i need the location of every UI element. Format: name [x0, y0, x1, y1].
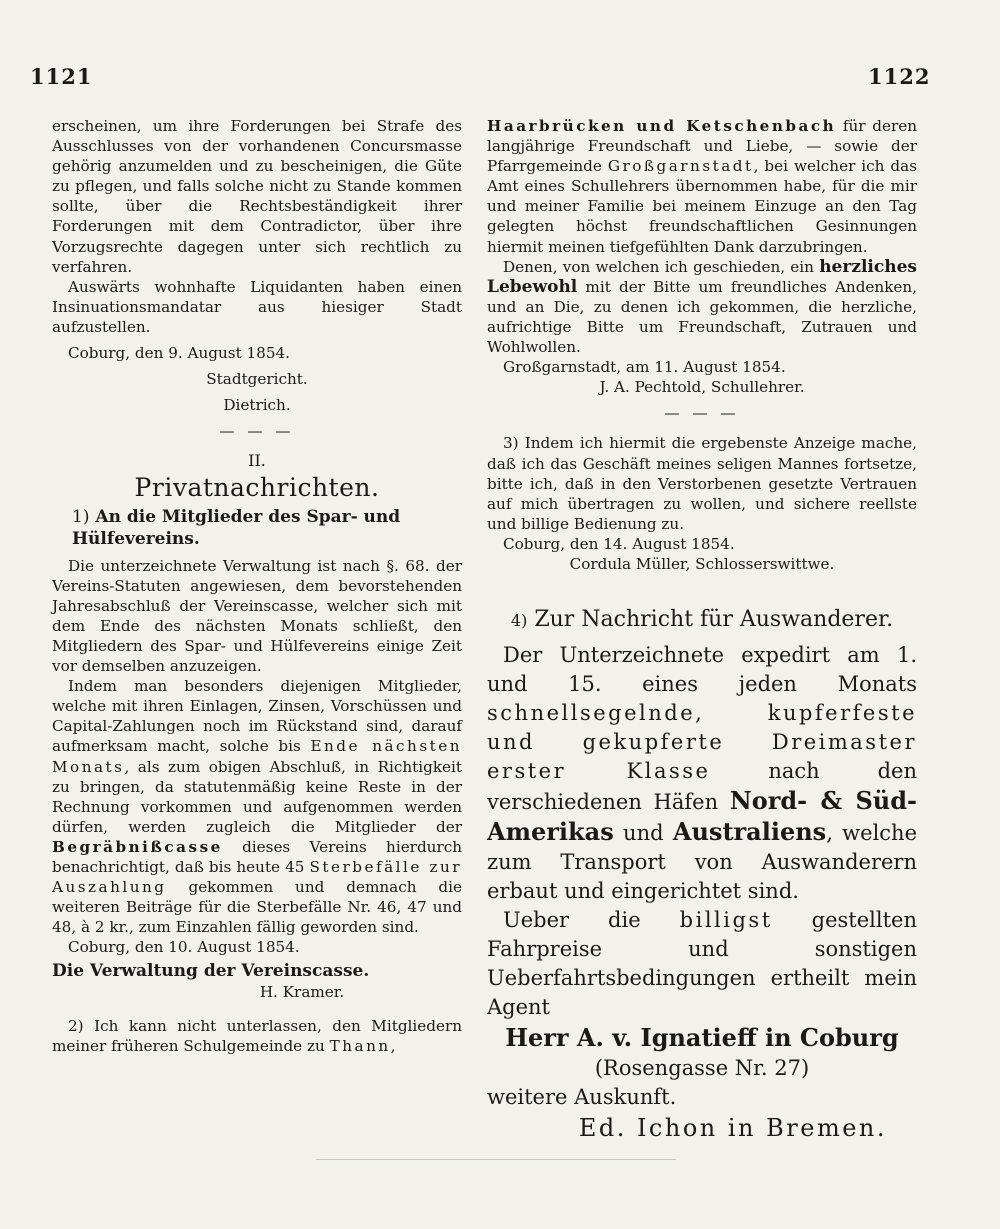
- text-run: , bei welcher ich das Amt eines Schullehrers übernommen habe, für die mir und meiner Familie bei meinem Einzuge an den Tag gelegten höchst freundschaftlichen Gesinnungen hiermit meinen tiefgefühlten Dank darzubringen.: [487, 157, 917, 256]
- closing-text: weitere Auskunft.: [487, 1085, 677, 1110]
- section-title: Privatnachrichten.: [134, 472, 380, 502]
- text-run: Der Unterzeichnete expedirt am 1. und 15. eines jeden Monats: [487, 643, 917, 697]
- paragraph: [487, 906, 917, 1022]
- paragraph: 3) Indem ich hiermit die ergebenste Anzeige mache, daß ich das Geschäft meines seligen Mannes fortsetze, bitte ich, daß in den Verstorbenen gesetzte Vertrauen auf mich übertragen zu wollen, und sichere reellste und billige Bedienung zu.: [487, 434, 917, 533]
- paragraph: Die unterzeichnete Verwaltung ist nach §. 68. der Vereins-Statuten angewiesen, dem bevorstehenden Jahresabschluß der Vereinscasse, welcher sich mit dem Ende des nächsten Monats schließt, den Mitgliedern des Spar- und Hülfevereins einige Zeit vor demselben anzuzeigen.: [52, 556, 462, 676]
- spaced-text: Sterbefälle zur Auszahlung: [52, 858, 462, 897]
- text-run: gestellten Fahrpreise und sonstigen Ueberfahrtsbedingungen ertheilt mein Agent: [487, 908, 917, 1020]
- notice-title: [72, 506, 462, 550]
- page-number-left: 1121: [30, 64, 93, 89]
- separator: — — —: [219, 422, 295, 441]
- notice-title-text: Zur Nachricht für Auswanderer.: [534, 607, 894, 633]
- text-run: 2) Ich kann nicht unterlassen, den Mitgliedern meiner früheren Schulgemeinde zu: [52, 1016, 462, 1055]
- paragraph: [487, 116, 917, 257]
- notice-title-text: An die Mitglieder des Spar- und Hülfevereins.: [72, 506, 401, 549]
- bottom-rule: [316, 1159, 676, 1160]
- notice-title: [487, 607, 917, 633]
- dateline: Coburg, den 9. August 1854.: [68, 344, 290, 363]
- section-number: II.: [248, 451, 266, 471]
- paragraph: [52, 1016, 462, 1056]
- issuer: Stadtgericht.: [206, 370, 308, 389]
- notice-number: 4): [510, 611, 528, 631]
- text-run: gekommen und demnach die weiteren Beiträge für die Sterbefälle Nr. 46, 47 und 48, à 2 kr., zum Einzahlen fällig geworden sind.: [52, 878, 462, 937]
- signature: Die Verwaltung der Vereinscasse.: [52, 961, 370, 982]
- signature: H. Kramer.: [259, 982, 345, 1001]
- separator: — — —: [664, 404, 740, 423]
- paragraph: [487, 257, 917, 357]
- dateline: Coburg, den 10. August 1854.: [68, 938, 300, 957]
- spaced-text: billigst: [679, 908, 773, 933]
- spaced-text: Großgarnstadt: [607, 157, 754, 176]
- agent-name: Herr A. v. Ignatieff in Coburg: [505, 1023, 899, 1053]
- text-run: mit der Bitte um freundliches Andenken, und an Die, zu denen ich gekommen, die herzliche, aufrichtige Bitte um Freundschaft, Zutrauen und Wohlwollen.: [487, 277, 917, 357]
- signature: J. A. Pechtold, Schullehrer.: [599, 378, 805, 397]
- page-number-right: 1122: [868, 64, 931, 89]
- signature: Dietrich.: [223, 396, 291, 415]
- bold-text: herzliches Lebewohl: [487, 256, 917, 297]
- dateline: Coburg, den 14. August 1854.: [503, 534, 735, 553]
- text-run: , als zum obigen Abschluß, in Richtigkeit zu bringen, da statutenmäßig keine Reste in der Rechnung vorkommen und aufgenommen werden dürfen, werden zugleich die Mitglieder der: [52, 757, 462, 836]
- text-run: Ueber die: [503, 908, 680, 933]
- text-run: nach den verschiedenen Häfen: [487, 759, 918, 815]
- dateline: Großgarnstadt, am 11. August 1854.: [503, 358, 786, 377]
- text-run: Indem man besonders diejenigen Mitglieder, welche mit ihren Einlagen, Zinsen, Vorschüssen und Capital-Zahlungen noch im Rückstand sind, darauf aufmerksam macht, solche bis: [52, 677, 462, 756]
- agent-address: (Rosengasse Nr. 27): [594, 1056, 810, 1081]
- text-run: , welche zum Transport von Auswanderern erbaut und eingerichtet sind.: [487, 821, 918, 904]
- left-column: [52, 116, 462, 1056]
- signature: Cordula Müller, Schlosserswittwe.: [569, 554, 835, 573]
- spaced-text: Thann,: [329, 1036, 398, 1055]
- text-run: für deren langjährige Freundschaft und Liebe, — sowie der Pfarrgemeinde: [487, 117, 917, 176]
- notice-number: 1): [72, 506, 90, 527]
- spaced-text: schnellsegelnde, kupferfeste und gekupferte Dreimaster erster Klasse: [487, 701, 917, 784]
- paragraph: Auswärts wohnhafte Liquidanten haben einen Insinuationsmandatar aus hiesiger Stadt aufzustellen.: [52, 277, 462, 336]
- text-run: dieses Vereins hierdurch benachrichtigt, daß bis heute 45: [52, 837, 462, 876]
- bold-text: Australiens: [672, 817, 827, 847]
- text-run: und: [613, 821, 673, 846]
- paragraph: erscheinen, um ihre Forderungen bei Strafe des Ausschlusses von der vorhandenen Concursmasse gehörig anzumelden und zu bescheinigen, die Güte zu pflegen, und falls solche nicht zu Stande kommen sollte, über die Rechtsbeständigkeit ihrer Forderungen mit dem Contradictor, über ihre Vorzugsrechte dagegen unter sich rechtlich zu verfahren.: [52, 117, 462, 276]
- signature: Ed. Ichon in Bremen.: [578, 1114, 887, 1143]
- bold-text: Begräbnißcasse: [52, 837, 223, 856]
- paragraph: [487, 641, 917, 906]
- paragraph: [52, 676, 462, 937]
- text-run: Denen, von welchen ich geschieden, ein: [503, 257, 820, 276]
- spaced-text: Haarbrücken und Ketschenbach: [487, 117, 837, 135]
- bold-text: Nord- & Süd-Amerikas: [487, 786, 917, 847]
- right-column: [487, 116, 917, 1144]
- spaced-text: Ende nächsten Monats: [52, 737, 462, 776]
